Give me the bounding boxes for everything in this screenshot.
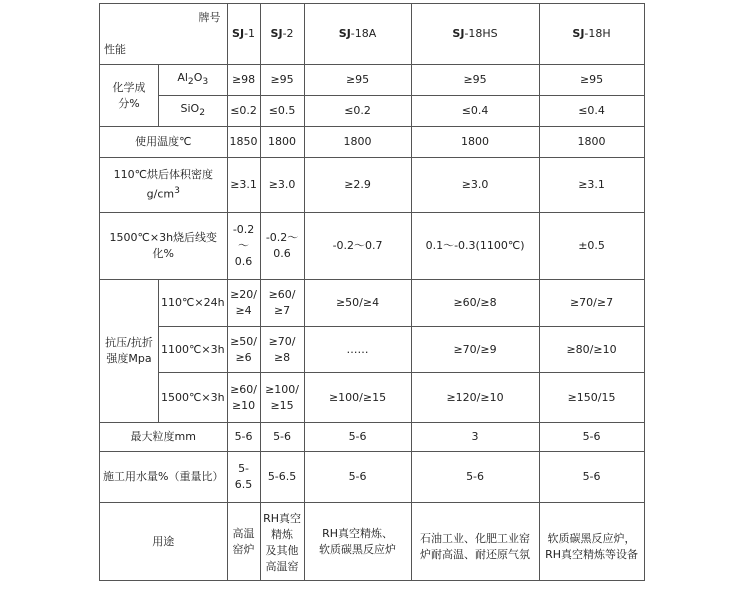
strength-110-sj1-line: ≥4 (235, 304, 252, 317)
linear-sj2-line: 0.6 (273, 247, 291, 260)
linear-sj18a: -0.2～0.7 (304, 213, 411, 280)
density-unit-sup: 3 (174, 185, 180, 197)
grain-sj1: 5-6 (227, 423, 260, 452)
strength-1500-sj18h: ≥150/15 (539, 373, 644, 423)
sio2-sj18a: ≤0.2 (304, 96, 411, 127)
usage-sj18hs-line: 石油工业、化肥工业窑 (420, 532, 531, 545)
strength-1100-sj1 (227, 327, 260, 373)
strength-110-sj1-line: ≥20/ (230, 288, 257, 301)
al2o3-sub2: 3 (202, 76, 209, 88)
temp-sj18h: 1800 (539, 127, 644, 158)
grade-header-sj2 (260, 4, 304, 65)
al2o3-label-pre: Al (177, 70, 188, 84)
strength-1500-sj1-line: ≥10 (231, 398, 256, 412)
strength-1500-sj18a: ≥100/≥15 (304, 373, 411, 423)
al2o3-sub1: 2 (187, 76, 194, 88)
strength-1500-sj2-line: ≥100/ (265, 382, 299, 396)
al2o3-sj2: ≥95 (260, 65, 304, 96)
usage-label: 用途 (100, 503, 228, 581)
strength-1100-sj18hs: ≥70/≥9 (411, 327, 539, 373)
density-sj18a: ≥2.9 (304, 158, 411, 213)
grain-sj2: 5-6 (260, 423, 304, 452)
al2o3-sj1: ≥98 (227, 65, 260, 96)
grade-suffix: -18H (584, 27, 611, 40)
linear-sj18hs: 0.1～-0.3(1100℃) (411, 213, 539, 280)
density-sj18h: ≥3.1 (539, 158, 644, 213)
al2o3-sj18a: ≥95 (304, 65, 411, 96)
temp-sj1: 1850 (227, 127, 260, 158)
grain-sj18a: 5-6 (304, 423, 411, 452)
linear-sj18h: ±0.5 (539, 213, 644, 280)
grade-suffix: -1 (244, 27, 256, 40)
strength-110-sj2: ≥60/≥7 (260, 280, 304, 327)
header-row (100, 4, 645, 65)
grade-prefix: SJ (572, 27, 585, 40)
grade-suffix: -2 (282, 27, 294, 40)
strength-1100-label: 1100℃×3h (159, 327, 228, 373)
usage-sj2-line: RH真空 (263, 511, 301, 525)
strength-1500-sj1 (227, 373, 260, 423)
al2o3-label (159, 65, 228, 96)
temp-label: 使用温度℃ (100, 127, 228, 158)
strength-1500-sj2-line: ≥15 (270, 398, 294, 412)
grade-prefix: SJ (452, 27, 465, 40)
density-sj1: ≥3.1 (227, 158, 260, 213)
strength-1500-sj18hs: ≥120/≥10 (411, 373, 539, 423)
strength-1100-sj1-line: ≥6 (235, 350, 252, 364)
usage-sj18h (539, 503, 644, 581)
usage-sj2-line: 精炼 (271, 527, 294, 541)
corner-top-label: 牌号 (198, 11, 221, 24)
water-sj18h: 5-6 (539, 452, 644, 503)
strength-1100-sj18h: ≥80/≥10 (539, 327, 644, 373)
usage-sj18hs-line: 炉耐高温、耐还原气氛 (420, 548, 531, 561)
usage-sj18hs (411, 503, 539, 581)
grade-suffix: -18HS (464, 27, 498, 40)
usage-sj18h-line: 软质碳黑反应炉， (547, 532, 636, 545)
water-sj1: 5-6.5 (227, 452, 260, 503)
al2o3-row (100, 65, 645, 96)
linear-sj1-line: -0.2 (232, 223, 255, 236)
strength-110-sj18hs: ≥60/≥8 (411, 280, 539, 327)
usage-sj1-line: 窑炉 (232, 542, 255, 556)
usage-sj2 (260, 503, 304, 581)
spec-table (99, 3, 645, 581)
strength-1500-label: 1500℃×3h (159, 373, 228, 423)
temp-sj18a: 1800 (304, 127, 411, 158)
density-unit: g/cm (146, 187, 175, 201)
sio2-sj1: ≤0.2 (227, 96, 260, 127)
al2o3-sj18hs: ≥95 (411, 65, 539, 96)
strength-1100-sj1-line: ≥50/ (230, 334, 257, 348)
strength-row-1500 (100, 373, 645, 423)
usage-sj18h-line: RH真空精炼等设备 (545, 548, 638, 561)
strength-1100-sj18a: …… (304, 327, 411, 373)
grade-header-sj18hs (411, 4, 539, 65)
usage-sj1 (227, 503, 260, 581)
strength-1500-sj1-line: ≥60/ (230, 382, 257, 396)
usage-sj18a-line: RH真空精炼、 (322, 526, 393, 540)
water-label: 施工用水量%（重量比） (100, 452, 228, 503)
al2o3-sj18h: ≥95 (539, 65, 644, 96)
grain-label: 最大粒度mm (100, 423, 228, 452)
temp-sj2: 1800 (260, 127, 304, 158)
sio2-row (100, 96, 645, 127)
density-row (100, 158, 645, 213)
density-sj2: ≥3.0 (260, 158, 304, 213)
water-sj18a: 5-6 (304, 452, 411, 503)
linear-change-label: 1500℃×3h烧后线变化% (100, 213, 228, 280)
usage-sj1-line: 高温 (232, 526, 255, 540)
strength-1500-sj2 (260, 373, 304, 423)
density-label-line1: 110℃烘后体积密度 (113, 168, 213, 182)
grain-row (100, 423, 645, 452)
water-sj2: 5-6.5 (260, 452, 304, 503)
grain-sj18hs: 3 (411, 423, 539, 452)
water-row (100, 452, 645, 503)
linear-sj2 (260, 213, 304, 280)
sio2-label-pre: SiO (180, 101, 200, 115)
grade-header-sj18h (539, 4, 644, 65)
grade-prefix: SJ (232, 27, 245, 40)
temp-sj18hs: 1800 (411, 127, 539, 158)
al2o3-label-mid: O (193, 70, 203, 84)
strength-group-label: 抗压/抗折强度Mpa (100, 280, 159, 423)
grade-header-sj1 (227, 4, 260, 65)
sio2-label (159, 96, 228, 127)
strength-110-sj18h: ≥70/≥7 (539, 280, 644, 327)
density-label (100, 158, 228, 213)
grade-header-sj18a (304, 4, 411, 65)
grain-sj18h: 5-6 (539, 423, 644, 452)
chem-group-label: 化学成分% (100, 65, 159, 127)
usage-row (100, 503, 645, 581)
strength-110-label: 110℃×24h (159, 280, 228, 327)
linear-change-row (100, 213, 645, 280)
linear-sj1-line: ～ (238, 239, 250, 252)
strength-row-1100 (100, 327, 645, 373)
corner-bottom-label: 性能 (104, 43, 126, 56)
linear-sj1 (227, 213, 260, 280)
grade-suffix: -18A (350, 27, 377, 40)
strength-1100-sj2: ≥70/≥8 (260, 327, 304, 373)
usage-sj18a-line: 软质碳黑反应炉 (319, 542, 397, 556)
usage-sj2-line: 及其他 (265, 543, 299, 557)
linear-sj2-line: -0.2～ (265, 231, 299, 244)
header-corner (100, 4, 228, 65)
usage-sj18a (304, 503, 411, 581)
sio2-sj2: ≤0.5 (260, 96, 304, 127)
water-sj18hs: 5-6 (411, 452, 539, 503)
strength-110-sj18a: ≥50/≥4 (304, 280, 411, 327)
strength-row-110 (100, 280, 645, 327)
sio2-sj18h: ≤0.4 (539, 96, 644, 127)
sio2-sub: 2 (199, 107, 206, 119)
density-label-line2 (102, 183, 225, 203)
grade-prefix: SJ (270, 27, 283, 40)
temp-row (100, 127, 645, 158)
density-sj18hs: ≥3.0 (411, 158, 539, 213)
sio2-sj18hs: ≤0.4 (411, 96, 539, 127)
strength-110-sj1 (227, 280, 260, 327)
linear-sj1-line: 0.6 (234, 255, 253, 268)
usage-sj2-line: 高温窑 (265, 559, 299, 573)
grade-prefix: SJ (338, 27, 351, 40)
